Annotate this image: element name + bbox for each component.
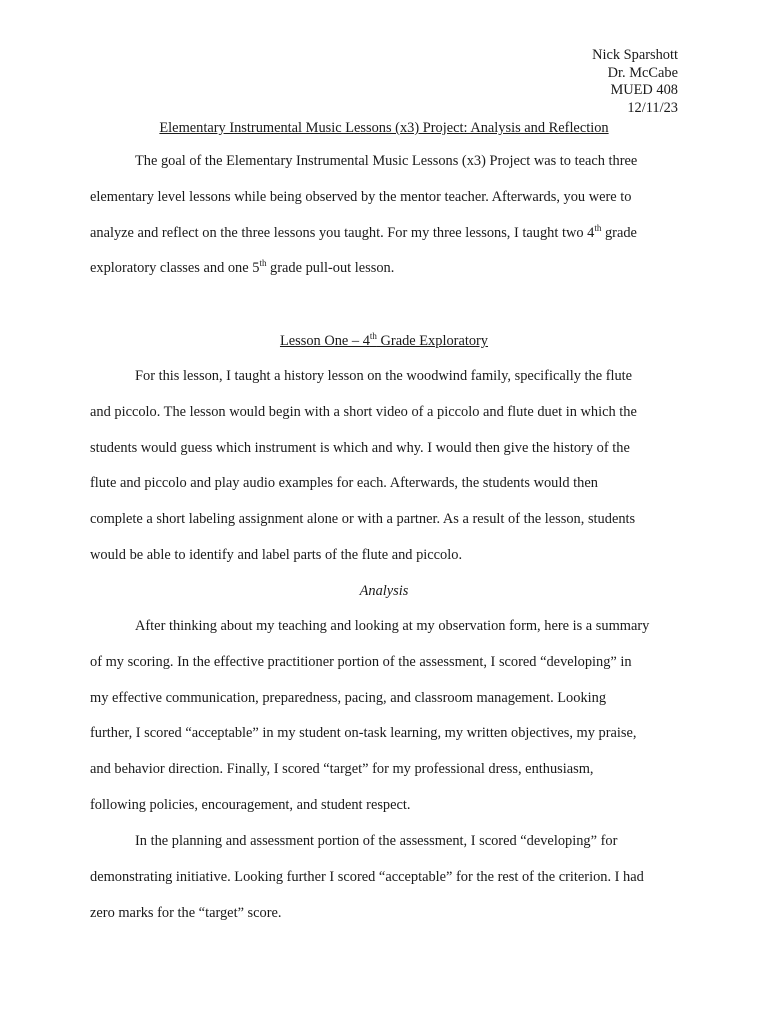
lesson-one-paragraph <box>90 359 680 574</box>
intro-paragraph <box>90 144 680 287</box>
analysis2-line-1: In the planning and assessment portion of the assessment, I scored “developing” for <box>135 833 618 849</box>
analysis2-line-3: zero marks for the “target” score. <box>90 904 282 921</box>
intro-line-4: exploratory classes and one 5th grade pull-out lesson. <box>90 258 395 277</box>
intro-line-3: analyze and reflect on the three lessons you taught. For my three lessons, I taught two 4th grade <box>90 222 637 241</box>
instructor-name: Dr. McCabe <box>607 64 678 81</box>
analysis-heading: Analysis <box>359 583 409 599</box>
lesson-line-1: For this lesson, I taught a history lesson on the woodwind family, specifically the flute <box>135 368 633 384</box>
analysis-paragraph-2 <box>90 824 680 931</box>
document-title: Elementary Instrumental Music Lessons (x3) Project: Analysis and Reflection <box>159 120 609 136</box>
analysis-line-1: After thinking about my teaching and looking at my observation form, here is a summary <box>135 618 650 634</box>
lesson-line-5: complete a short labeling assignment alone or with a partner. As a result of the lesson, students <box>90 511 636 528</box>
analysis-line-5: and behavior direction. Finally, I scored “target” for my professional dress, enthusiasm, <box>90 761 594 778</box>
analysis-line-4: further, I scored “acceptable” in my student on-task learning, my written objectives, my praise, <box>90 725 637 742</box>
lesson-line-6: would be able to identify and label parts of the flute and piccolo. <box>90 546 463 563</box>
intro-line-2: elementary level lessons while being observed by the mentor teacher. Afterwards, you were to <box>90 188 632 205</box>
analysis-line-2: of my scoring. In the effective practitioner portion of the assessment, I scored “developing” in <box>90 653 632 670</box>
lesson-line-3: students would guess which instrument is which and why. I would then give the history of the <box>90 439 630 456</box>
analysis-line-6: following policies, encouragement, and student respect. <box>90 796 411 813</box>
course-code: MUED 408 <box>610 82 678 98</box>
lesson-line-4: flute and piccolo and play audio examples for each. Afterwards, the students would then <box>90 475 598 492</box>
lesson-line-2: and piccolo. The lesson would begin with a short video of a piccolo and flute duet in which the <box>90 403 637 420</box>
author-name: Nick Sparshott <box>592 47 678 63</box>
date: 12/11/23 <box>627 99 678 116</box>
intro-line-1: The goal of the Elementary Instrumental Music Lessons (x3) Project was to teach three <box>135 153 638 169</box>
analysis2-line-2: demonstrating initiative. Looking further I scored “acceptable” for the rest of the criterion. I had <box>90 868 644 885</box>
analysis-line-3: my effective communication, preparedness, pacing, and classroom management. Looking <box>90 689 607 706</box>
header-block <box>592 47 678 117</box>
analysis-paragraph-1 <box>90 609 680 824</box>
section-heading-lesson-one: Lesson One – 4th Grade Exploratory <box>279 331 489 349</box>
